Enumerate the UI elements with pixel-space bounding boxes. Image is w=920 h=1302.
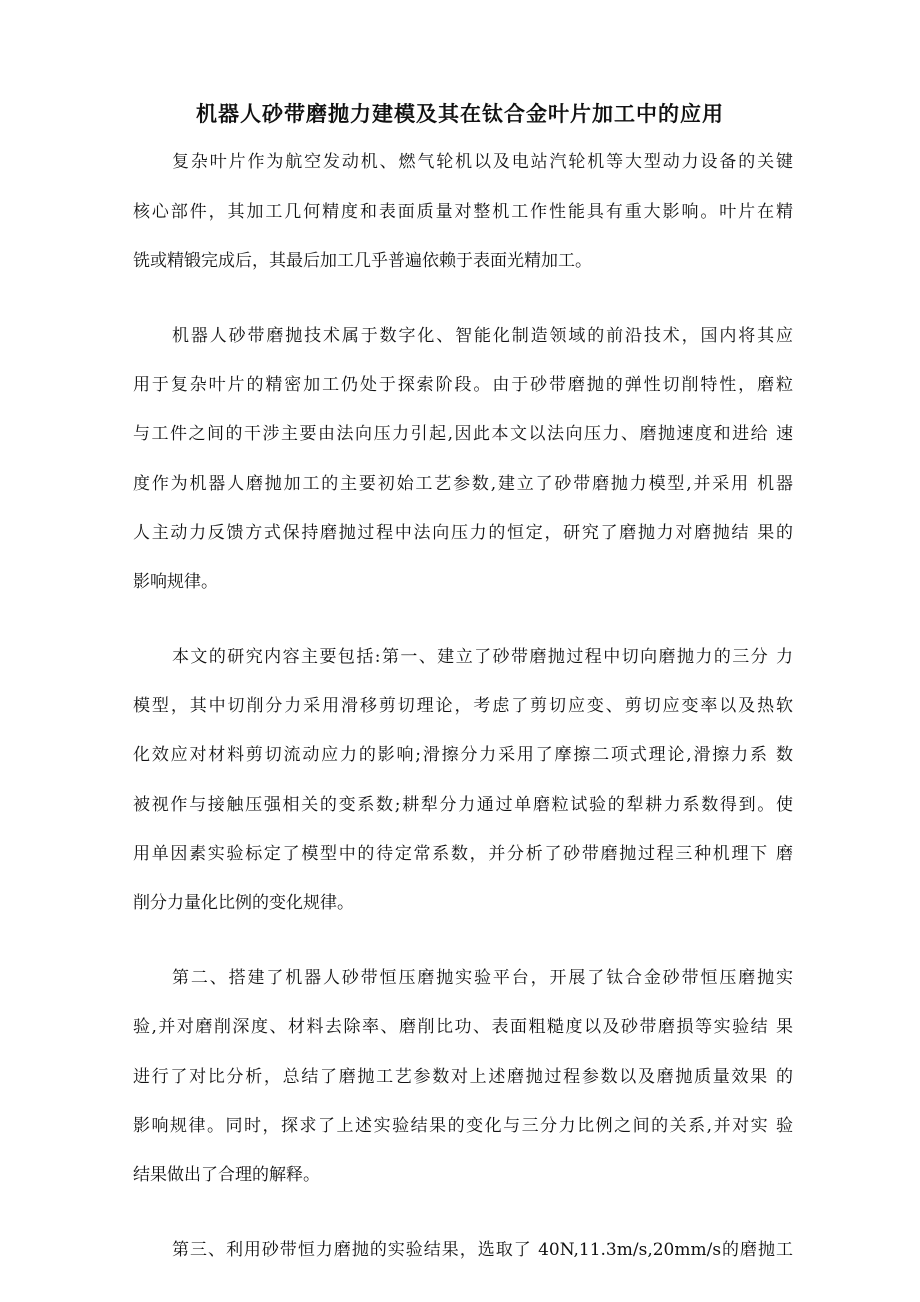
paragraph-2-line-4: 度作为机器人磨抛加工的主要初始工艺参数,建立了砂带磨抛力模型,并采用 机器	[133, 474, 793, 494]
paragraph-2-line-2: 用于复杂叶片的精密加工仍处于探索阶段。由于砂带磨抛的弹性切削特性，磨粒	[133, 375, 793, 395]
paragraph-3-line-6: 削分力量化比例的变化规律。	[133, 893, 354, 913]
paragraph-2-line-1: 机器人砂带磨抛技术属于数字化、智能化制造领域的前沿技术，国内将其应	[172, 326, 793, 346]
document-title: 机器人砂带磨抛力建模及其在钛合金叶片加工中的应用	[196, 102, 724, 126]
paragraph-1-line-3: 铣或精锻完成后，其最后加工几乎普遍依赖于表面光精加工。	[133, 251, 592, 271]
paragraph-2-line-3: 与工件之间的干涉主要由法向压力引起,因此本文以法向压力、磨抛速度和进给 速	[133, 424, 793, 444]
paragraph-1-line-1: 复杂叶片作为航空发动机、燃气轮机以及电站汽轮机等大型动力设备的关键	[172, 152, 793, 172]
paragraph-3-line-3: 化效应对材料剪切流动应力的影响;滑擦分力采用了摩擦二项式理论,滑擦力系 数	[133, 745, 793, 765]
paragraph-3-line-5: 用单因素实验标定了模型中的待定常系数，并分析了砂带磨抛过程三种机理下 磨	[133, 844, 793, 864]
paragraph-4-line-5: 结果做出了合理的解释。	[133, 1165, 320, 1185]
paragraph-3-line-2: 模型，其中切削分力采用滑移剪切理论，考虑了剪切应变、剪切应变率以及热软	[133, 696, 793, 716]
paragraph-2-line-5: 人主动力反馈方式保持磨抛过程中法向压力的恒定，研究了磨抛力对磨抛结 果的	[133, 523, 793, 543]
paragraph-4-line-3: 进行了对比分析，总结了磨抛工艺参数对上述磨抛过程参数以及磨抛质量效果 的	[133, 1067, 793, 1087]
paragraph-3-line-4: 被视作与接触压强相关的变系数;耕犁分力通过单磨粒试验的犁耕力系数得到。使	[133, 795, 793, 815]
paragraph-1-line-2: 核心部件，其加工几何精度和表面质量对整机工作性能具有重大影响。叶片在精	[133, 202, 793, 222]
paragraph-4-line-2: 验,并对磨削深度、材料去除率、磨削比功、表面粗糙度以及砂带磨损等实验结 果	[133, 1017, 793, 1037]
paragraph-3-line-1: 本文的研究内容主要包括:第一、建立了砂带磨抛过程中切向磨抛力的三分 力	[172, 647, 793, 667]
paragraph-4-line-1: 第二、搭建了机器人砂带恒压磨抛实验平台，开展了钛合金砂带恒压磨抛实	[172, 968, 793, 988]
paragraph-5-line-1: 第三、利用砂带恒力磨抛的实验结果，选取了 40N,11.3m/s,20mm/s的磨抛工	[172, 1240, 793, 1260]
paragraph-4-line-4: 影响规律。同时，探求了上述实验结果的变化与三分力比例之间的关系,并对实 验	[133, 1116, 793, 1136]
paragraph-2-line-6: 影响规律。	[133, 572, 218, 592]
